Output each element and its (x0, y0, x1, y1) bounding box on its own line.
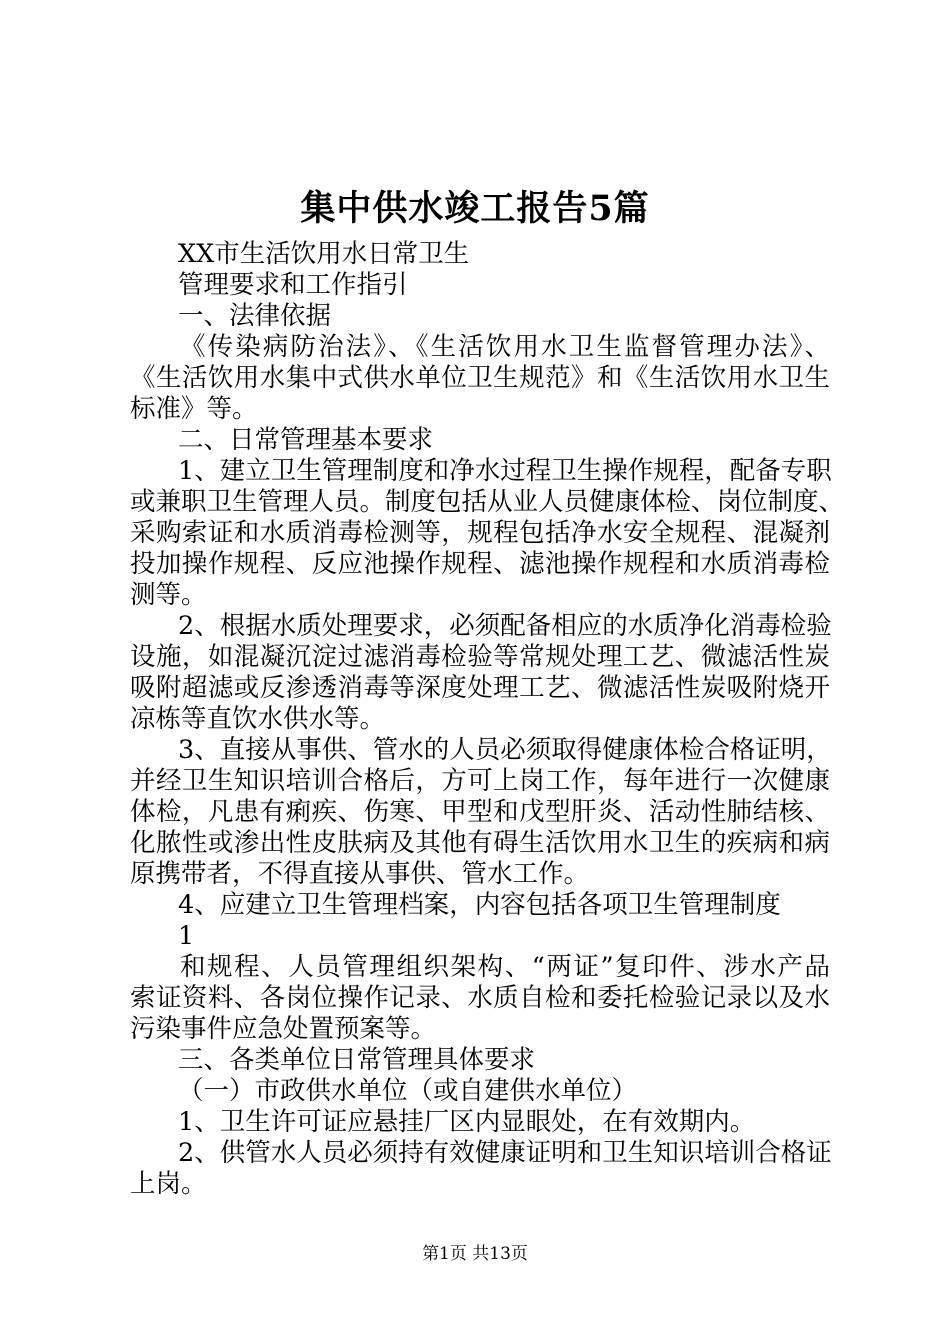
paragraph-line: 凉栋等直饮水供水等。 (130, 704, 386, 734)
paragraph-line: 投加操作规程、反应池操作规程、滤池操作规程和水质消毒检 (130, 549, 830, 579)
subtitle-line-1: XX市生活饮用水日常卫生 (178, 239, 470, 269)
paragraph-line: 化脓性或渗出性皮肤病及其他有碍生活饮用水卫生的疾病和病 (130, 828, 830, 858)
section-heading-1: 一、法律依据 (178, 301, 332, 331)
paragraph-line: 4、应建立卫生管理档案，内容包括各项卫生管理制度 (178, 890, 781, 920)
paragraph-line: 索证资料、各岗位操作记录、水质自检和委托检验记录以及水 (130, 983, 830, 1013)
subsection-heading: （一）市政供水单位（或自建供水单位） (178, 1076, 638, 1106)
paragraph-line: 测等。 (130, 580, 207, 610)
paragraph-line: 并经卫生知识培训合格后，方可上岗工作，每年进行一次健康 (130, 766, 830, 796)
paragraph-line: 和规程、人员管理组织架构、“两证”复印件、涉水产品 (180, 952, 830, 982)
paragraph-line: 2、供管水人员必须持有效健康证明和卫生知识培训合格证 (178, 1138, 832, 1168)
paragraph-line: 吸附超滤或反渗透消毒等深度处理工艺、微滤活性炭吸附烧开 (130, 673, 830, 703)
paragraph-line: 3、直接从事供、管水的人员必须取得健康体检合格证明， (178, 735, 832, 765)
paragraph-line: 《传染病防治法》、《生活饮用水卫生监督管理办法》、 (180, 332, 830, 362)
inline-page-number: 1 (178, 921, 195, 951)
subtitle-line-2: 管理要求和工作指引 (178, 270, 408, 300)
paragraph-line: 标准》等。 (130, 394, 258, 424)
document-title: 集中供水竣工报告5篇 (300, 188, 650, 229)
page-footer: 第1页 共13页 (422, 1244, 528, 1264)
paragraph-line: 设施，如混凝沉淀过滤消毒检验等常规处理工艺、微滤活性炭 (130, 642, 830, 672)
section-heading-3: 三、各类单位日常管理具体要求 (178, 1045, 536, 1075)
paragraph-line: 上岗。 (130, 1169, 207, 1199)
paragraph-line: 《生活饮用水集中式供水单位卫生规范》和《生活饮用水卫生 (130, 363, 830, 393)
paragraph-line: 原携带者，不得直接从事供、管水工作。 (130, 859, 590, 889)
section-heading-2: 二、日常管理基本要求 (178, 425, 434, 455)
paragraph-line: 或兼职卫生管理人员。制度包括从业人员健康体检、岗位制度、 (130, 487, 845, 517)
document-body (130, 239, 845, 1200)
paragraph-line: 2、根据水质处理要求，必须配备相应的水质净化消毒检验 (178, 611, 832, 641)
paragraph-line: 污染事件应急处置预案等。 (130, 1014, 437, 1044)
paragraph-line: 1、建立卫生管理制度和净水过程卫生操作规程，配备专职 (178, 456, 832, 486)
paragraph-line: 1、卫生许可证应悬挂厂区内显眼处，在有效期内。 (178, 1107, 756, 1137)
paragraph-line: 体检，凡患有痢疾、伤寒、甲型和戊型肝炎、活动性肺结核、 (130, 797, 830, 827)
paragraph-line: 采购索证和水质消毒检测等，规程包括净水安全规程、混凝剂 (130, 518, 830, 548)
